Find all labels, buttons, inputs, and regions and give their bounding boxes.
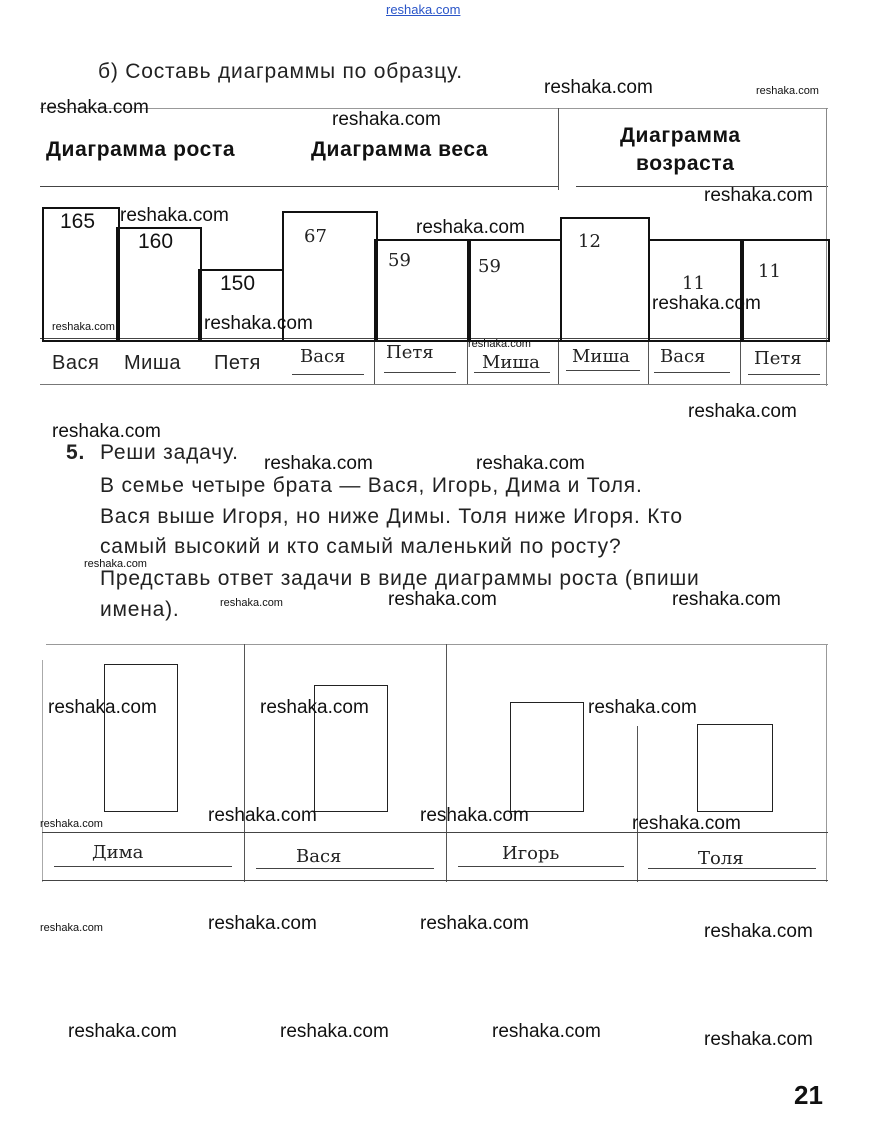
answer-right-edge <box>826 644 827 882</box>
age-name-underline-2 <box>654 372 730 373</box>
task5-number: 5. <box>66 441 86 464</box>
watermark: reshaka.com <box>544 77 653 98</box>
answer-bar-tolya <box>697 724 773 812</box>
answer-underline-3 <box>458 866 624 867</box>
weight-name-underline-3 <box>474 372 550 373</box>
watermark: reshaka.com <box>52 321 115 333</box>
watermark: reshaka.com <box>468 338 531 350</box>
weight-name-underline-1 <box>292 374 364 375</box>
watermark: reshaka.com <box>220 597 283 609</box>
answer-underline-2 <box>256 868 434 869</box>
answer-bar-dima <box>104 664 178 812</box>
age-name-misha: Миша <box>572 346 630 367</box>
weight-name-underline-2 <box>384 372 456 373</box>
watermark: reshaka.com <box>40 97 149 118</box>
watermark: reshaka.com <box>688 401 797 422</box>
weight-name-vasya: Вася <box>300 346 346 367</box>
task5-line3: самый высокий и кто самый маленький по росту? <box>100 535 622 558</box>
task5-line2: Вася выше Игоря, но ниже Димы. Толя ниже Игоря. Кто <box>100 505 683 528</box>
height-name-misha: Миша <box>124 352 181 374</box>
watermark: reshaka.com <box>476 453 585 474</box>
age-name-petya: Петя <box>754 348 802 369</box>
age-bar-misha <box>560 217 650 342</box>
watermark: reshaka.com <box>332 109 441 130</box>
name-cell-divider-5 <box>740 338 741 384</box>
weight-name-misha: Миша <box>482 352 540 373</box>
weight-value-misha: 59 <box>478 256 501 277</box>
age-chart-title-line1: Диаграмма <box>620 124 741 147</box>
age-value-vasya: 11 <box>682 273 705 294</box>
task5-line5: имена). <box>100 598 180 621</box>
answer-divider-1 <box>244 644 245 882</box>
watermark: reshaka.com <box>388 589 497 610</box>
page-number: 21 <box>794 1080 823 1110</box>
watermark: reshaka.com <box>756 85 819 97</box>
top-site-link[interactable]: reshaka.com <box>386 2 461 17</box>
watermark: reshaka.com <box>84 558 147 570</box>
watermark: reshaka.com <box>420 805 529 826</box>
answer-name-vasya: Вася <box>296 846 342 867</box>
name-cell-divider-1 <box>374 338 375 384</box>
task5-line4: Представь ответ задачи в виде диаграммы роста (впиши <box>100 567 700 590</box>
answer-name-tolya: Толя <box>698 848 744 869</box>
answer-bar-igor <box>510 702 584 812</box>
watermark: reshaka.com <box>260 697 369 718</box>
height-name-vasya: Вася <box>52 352 100 374</box>
weight-value-petya: 59 <box>388 250 411 271</box>
watermark: reshaka.com <box>280 1021 389 1042</box>
task4-instruction: б) Составь диаграммы по образцу. <box>98 60 463 83</box>
watermark: reshaka.com <box>264 453 373 474</box>
answer-underline-4 <box>648 868 816 869</box>
watermark: reshaka.com <box>652 293 761 314</box>
age-chart-title-line2: возраста <box>636 152 735 175</box>
height-chart-title: Диаграмма роста <box>46 138 236 161</box>
watermark: reshaka.com <box>632 813 741 834</box>
task5-title: Реши задачу. <box>100 441 239 464</box>
weight-value-vasya: 67 <box>304 226 327 247</box>
name-cell-divider-4 <box>648 338 649 384</box>
watermark: reshaka.com <box>40 818 103 830</box>
weight-bar-misha <box>467 239 562 342</box>
watermark: reshaka.com <box>704 921 813 942</box>
watermark: reshaka.com <box>492 1021 601 1042</box>
watermark: reshaka.com <box>48 697 157 718</box>
watermark: reshaka.com <box>420 913 529 934</box>
task5-line1: В семье четыре брата — Вася, Игорь, Дима и Толя. <box>100 474 643 497</box>
height-value-vasya: 165 <box>60 210 96 233</box>
header-divider-left <box>40 186 558 187</box>
age-name-underline-3 <box>748 374 820 375</box>
name-cell-divider-3 <box>558 338 559 384</box>
weight-name-petya: Петя <box>386 342 434 363</box>
answer-divider-3 <box>637 726 638 882</box>
watermark: reshaka.com <box>208 913 317 934</box>
watermark: reshaka.com <box>40 922 103 934</box>
watermark: reshaka.com <box>204 313 313 334</box>
watermark: reshaka.com <box>588 697 697 718</box>
table-bottom-line <box>40 384 828 385</box>
watermark: reshaka.com <box>416 217 525 238</box>
height-value-petya: 150 <box>220 272 256 295</box>
age-value-petya: 11 <box>758 261 781 282</box>
header-separator <box>558 108 559 190</box>
age-name-vasya: Вася <box>660 346 706 367</box>
answer-divider-2 <box>446 644 447 882</box>
height-name-petya: Петя <box>214 352 261 374</box>
answer-left-edge <box>42 660 43 882</box>
watermark: reshaka.com <box>704 185 813 206</box>
watermark: reshaka.com <box>68 1021 177 1042</box>
answer-table-top <box>46 644 828 645</box>
age-bar-petya <box>740 239 830 342</box>
age-name-underline-1 <box>566 370 640 371</box>
watermark: reshaka.com <box>672 589 781 610</box>
height-value-misha: 160 <box>138 230 174 253</box>
watermark: reshaka.com <box>52 421 161 442</box>
answer-underline-1 <box>54 866 232 867</box>
watermark: reshaka.com <box>120 205 229 226</box>
watermark: reshaka.com <box>208 805 317 826</box>
answer-name-igor: Игорь <box>502 843 560 864</box>
age-value-misha: 12 <box>578 231 601 252</box>
answer-name-dima: Дима <box>92 842 144 863</box>
answer-bottom-line <box>42 880 828 881</box>
watermark: reshaka.com <box>704 1029 813 1050</box>
weight-chart-title: Диаграмма веса <box>311 138 489 161</box>
